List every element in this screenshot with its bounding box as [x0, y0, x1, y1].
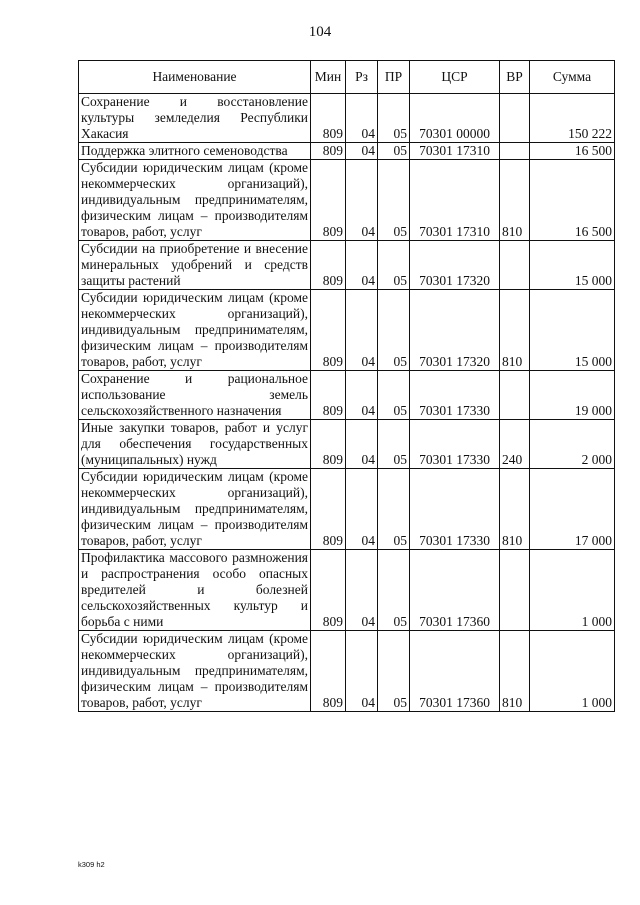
cell-name: Субсидии юридическим лицам (кроме некоммерческих организаций), индивидуальным предпринимателям, физическим лицам – производителям товаров, работ, услуг	[79, 631, 311, 712]
cell-pr: 05	[378, 550, 410, 631]
cell-vr	[500, 550, 530, 631]
cell-name: Сохранение и восстановление культуры земледелия Республики Хакасия	[79, 94, 311, 143]
cell-name: Субсидии юридическим лицам (кроме некоммерческих организаций), индивидуальным предпринимателям, физическим лицам – производителям товаров, работ, услуг	[79, 469, 311, 550]
cell-csr: 70301 17360	[410, 550, 500, 631]
table-header-row	[79, 61, 615, 94]
cell-csr: 70301 17330	[410, 371, 500, 420]
cell-sum: 1 000	[530, 631, 615, 712]
cell-vr: 810	[500, 631, 530, 712]
cell-sum: 15 000	[530, 290, 615, 371]
cell-pr: 05	[378, 143, 410, 160]
header-sum: Сумма	[530, 61, 615, 94]
cell-sum: 150 222	[530, 94, 615, 143]
header-csr: ЦСР	[410, 61, 500, 94]
cell-csr: 70301 17320	[410, 241, 500, 290]
cell-name: Иные закупки товаров, работ и услуг для обеспечения государственных (муниципальных) нужд	[79, 420, 311, 469]
cell-min: 809	[311, 631, 346, 712]
header-pr: ПР	[378, 61, 410, 94]
cell-sum: 16 500	[530, 143, 615, 160]
cell-name: Профилактика массового размножения и распространения особо опасных вредителей и болезней сельскохозяйственных культур и борьба с ними	[79, 550, 311, 631]
cell-pr: 05	[378, 94, 410, 143]
cell-pr: 05	[378, 469, 410, 550]
cell-rz: 04	[346, 371, 378, 420]
cell-min: 809	[311, 94, 346, 143]
footer-code: k309 h2	[78, 860, 105, 869]
cell-pr: 05	[378, 631, 410, 712]
cell-vr: 240	[500, 420, 530, 469]
table-row	[79, 94, 615, 143]
cell-vr	[500, 94, 530, 143]
cell-rz: 04	[346, 420, 378, 469]
cell-name: Сохранение и рациональное использование земель сельскохозяйственного назначения	[79, 371, 311, 420]
table-row	[79, 371, 615, 420]
cell-sum: 19 000	[530, 371, 615, 420]
cell-vr: 810	[500, 290, 530, 371]
cell-rz: 04	[346, 241, 378, 290]
cell-pr: 05	[378, 241, 410, 290]
cell-min: 809	[311, 143, 346, 160]
cell-rz: 04	[346, 290, 378, 371]
cell-rz: 04	[346, 160, 378, 241]
cell-pr: 05	[378, 290, 410, 371]
cell-pr: 05	[378, 371, 410, 420]
cell-rz: 04	[346, 143, 378, 160]
table-row	[79, 160, 615, 241]
cell-min: 809	[311, 241, 346, 290]
cell-name: Поддержка элитного семеноводства	[79, 143, 311, 160]
cell-name: Субсидии на приобретение и внесение минеральных удобрений и средств защиты растений	[79, 241, 311, 290]
cell-vr	[500, 143, 530, 160]
header-name: Наименование	[79, 61, 311, 94]
cell-csr: 70301 17360	[410, 631, 500, 712]
cell-rz: 04	[346, 631, 378, 712]
cell-csr: 70301 17330	[410, 420, 500, 469]
cell-pr: 05	[378, 160, 410, 241]
cell-csr: 70301 17320	[410, 290, 500, 371]
cell-min: 809	[311, 290, 346, 371]
cell-vr: 810	[500, 469, 530, 550]
header-vr: ВР	[500, 61, 530, 94]
cell-sum: 15 000	[530, 241, 615, 290]
page-number: 104	[308, 24, 332, 40]
table-row	[79, 420, 615, 469]
cell-sum: 1 000	[530, 550, 615, 631]
cell-csr: 70301 00000	[410, 94, 500, 143]
table-row	[79, 469, 615, 550]
table-row	[79, 631, 615, 712]
cell-min: 809	[311, 550, 346, 631]
cell-rz: 04	[346, 94, 378, 143]
cell-csr: 70301 17330	[410, 469, 500, 550]
cell-min: 809	[311, 160, 346, 241]
cell-min: 809	[311, 371, 346, 420]
cell-rz: 04	[346, 550, 378, 631]
cell-vr: 810	[500, 160, 530, 241]
table-row	[79, 241, 615, 290]
cell-sum: 16 500	[530, 160, 615, 241]
budget-table	[78, 60, 615, 712]
table-row	[79, 143, 615, 160]
cell-name: Субсидии юридическим лицам (кроме некоммерческих организаций), индивидуальным предпринимателям, физическим лицам – производителям товаров, работ, услуг	[79, 290, 311, 371]
cell-sum: 17 000	[530, 469, 615, 550]
cell-min: 809	[311, 469, 346, 550]
cell-csr: 70301 17310	[410, 160, 500, 241]
cell-csr: 70301 17310	[410, 143, 500, 160]
cell-vr	[500, 241, 530, 290]
header-min: Мин	[311, 61, 346, 94]
cell-sum: 2 000	[530, 420, 615, 469]
header-rz: Рз	[346, 61, 378, 94]
table-row	[79, 550, 615, 631]
cell-min: 809	[311, 420, 346, 469]
cell-pr: 05	[378, 420, 410, 469]
cell-name: Субсидии юридическим лицам (кроме некоммерческих организаций), индивидуальным предпринимателям, физическим лицам – производителям товаров, работ, услуг	[79, 160, 311, 241]
table-row	[79, 290, 615, 371]
cell-vr	[500, 371, 530, 420]
cell-rz: 04	[346, 469, 378, 550]
